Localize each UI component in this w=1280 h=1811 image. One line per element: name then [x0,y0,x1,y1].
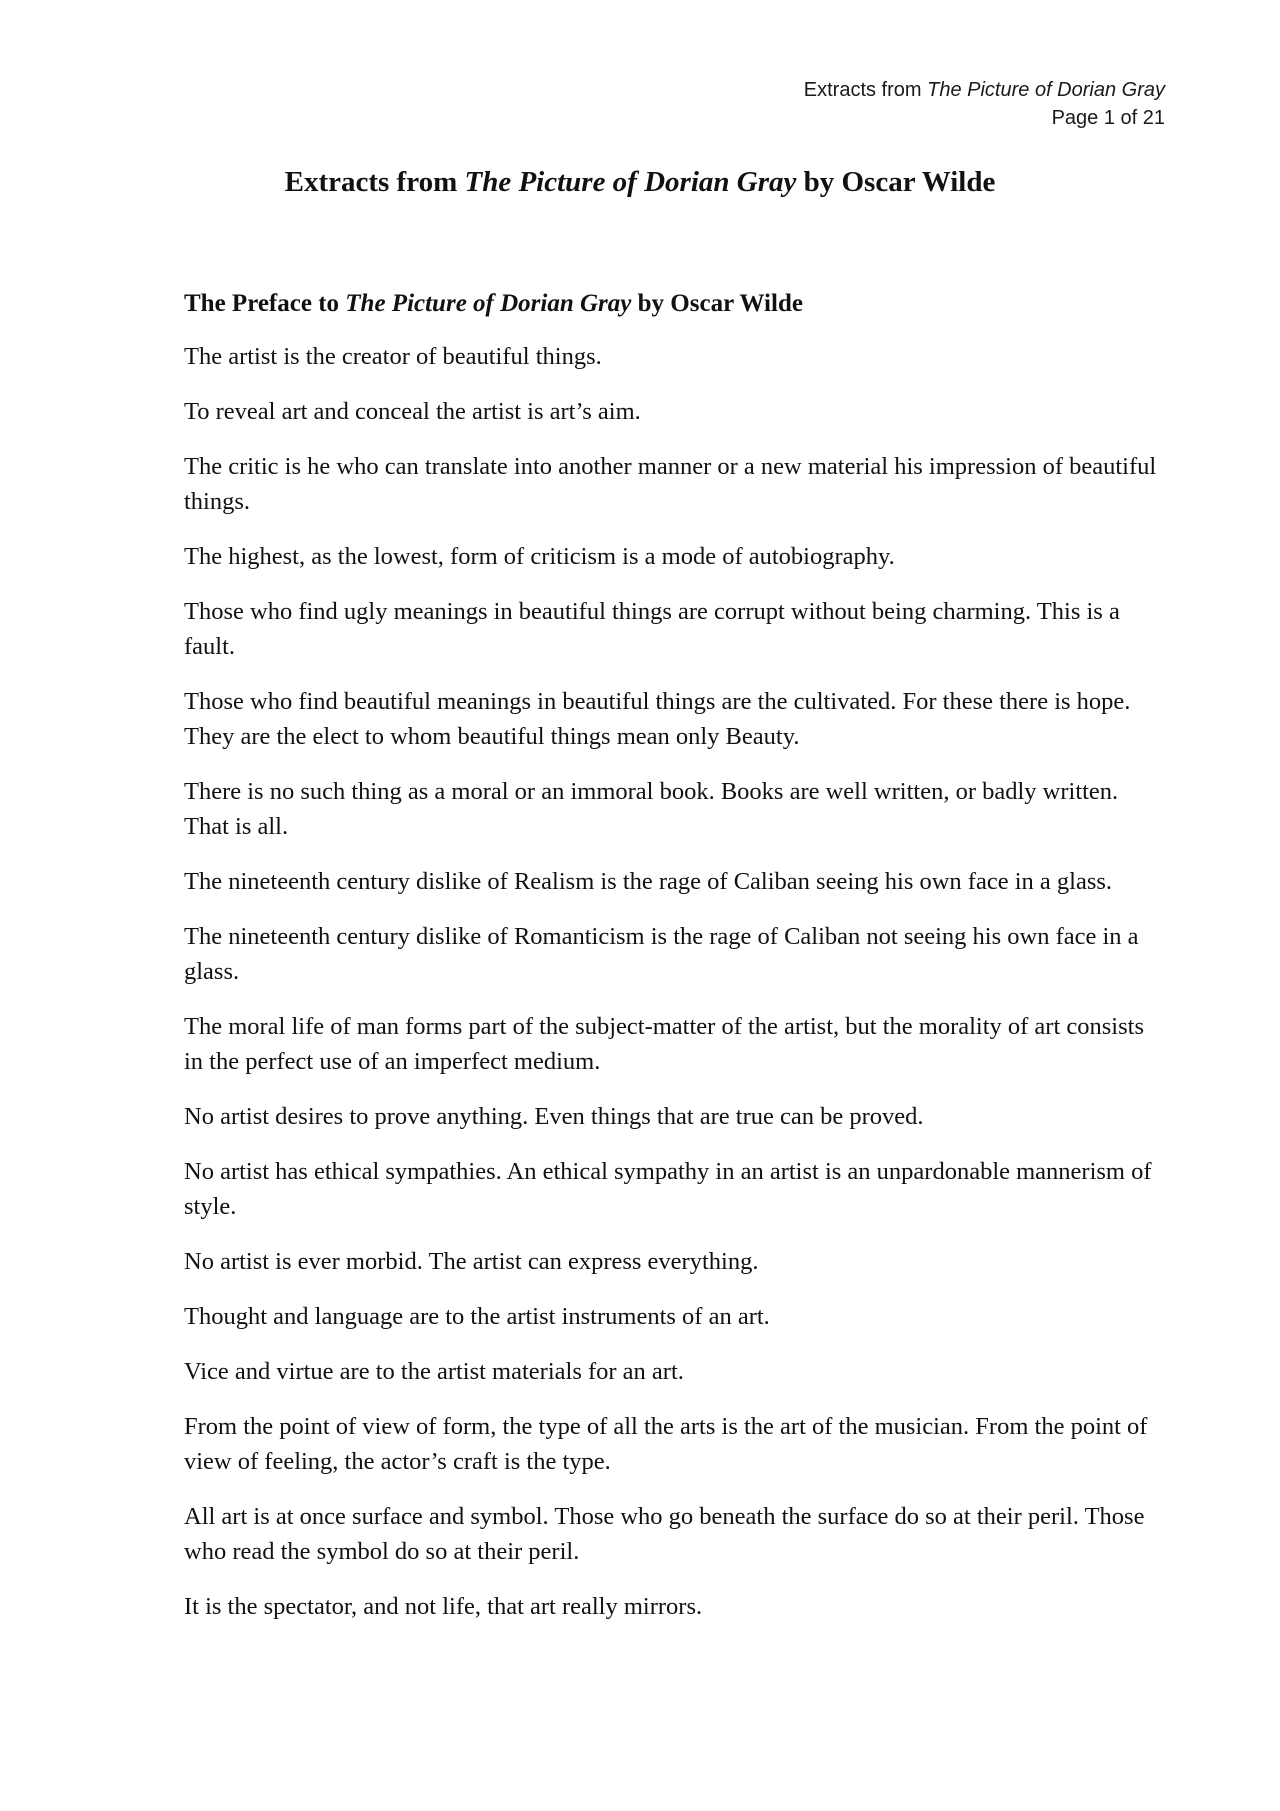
paragraph: The nineteenth century dislike of Romanticism is the rage of Caliban not seeing his own face in a glass. [184,923,1139,985]
page-number: Page 1 of 21 [1051,107,1165,129]
section-heading: The Preface to The Picture of Dorian Gray by Oscar Wilde [184,290,803,317]
paragraph: Vice and virtue are to the artist materials for an art. [184,1358,684,1385]
header-document-title: Extracts from The Picture of Dorian Gray [803,79,1165,101]
paragraph: No artist has ethical sympathies. An ethical sympathy in an artist is an unpardonable mannerism of style. [184,1158,1152,1220]
paragraph: Thought and language are to the artist instruments of an art. [184,1303,770,1330]
paragraph: The artist is the creator of beautiful things. [184,343,602,370]
paragraph: The critic is he who can translate into another manner or a new material his impression of beautiful things. [184,453,1157,515]
paragraph: No artist is ever morbid. The artist can express everything. [184,1248,759,1275]
paragraph: To reveal art and conceal the artist is art’s aim. [184,398,641,425]
paragraph: It is the spectator, and not life, that art really mirrors. [184,1593,703,1620]
paragraph: The nineteenth century dislike of Realism is the rage of Caliban seeing his own face in a glass. [184,868,1113,895]
document-title: Extracts from The Picture of Dorian Gray by Oscar Wilde [284,166,996,198]
running-header [804,76,1165,132]
document-body [184,286,1164,1644]
paragraph: All art is at once surface and symbol. Those who go beneath the surface do so at their peril. Those who read the symbol do so at their peril. [184,1503,1145,1565]
paragraph: From the point of view of form, the type of all the arts is the art of the musician. From the point of view of feeling, the actor’s craft is the type. [184,1413,1148,1475]
paragraph: Those who find ugly meanings in beautiful things are corrupt without being charming. This is a fault. [184,598,1120,660]
paragraph: The highest, as the lowest, form of criticism is a mode of autobiography. [184,543,895,570]
paragraph: There is no such thing as a moral or an immoral book. Books are well written, or badly written. That is all. [184,778,1119,840]
paragraph: The moral life of man forms part of the subject-matter of the artist, but the morality of art consists in the perfect use of an imperfect medium. [184,1013,1144,1075]
paragraph: Those who find beautiful meanings in beautiful things are the cultivated. For these there is hope. They are the elect to whom beautiful things mean only Beauty. [184,688,1131,750]
paragraph: No artist desires to prove anything. Even things that are true can be proved. [184,1103,924,1130]
